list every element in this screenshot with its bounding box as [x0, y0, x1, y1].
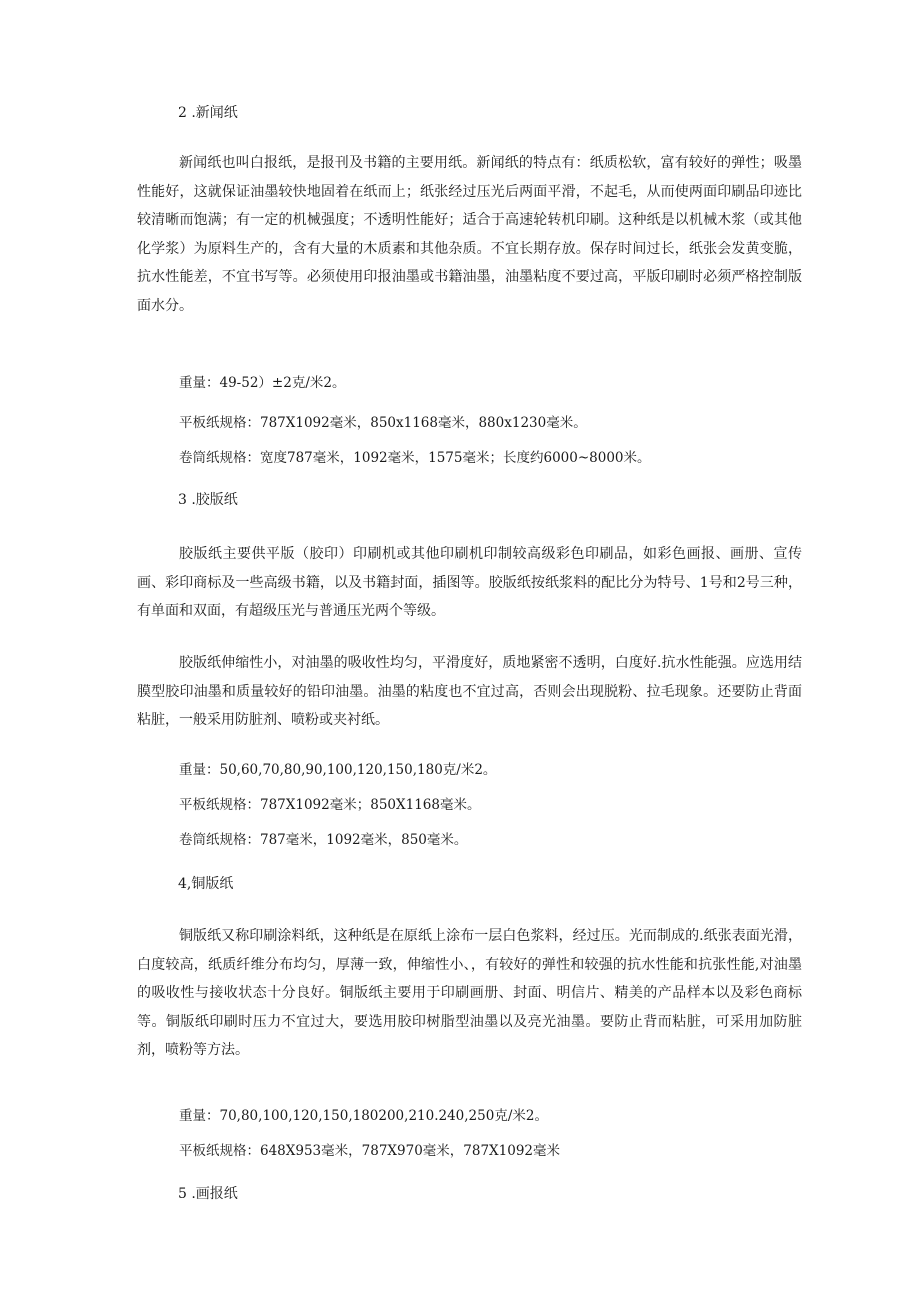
- spec-offset-paper-roll-size: 卷筒纸规格：787毫米，1092毫米，850毫米。: [179, 832, 468, 848]
- paragraph-newsprint-description: 新闻纸也叫白报纸，是报刊及书籍的主要用纸。新闻纸的特点有：纸质松软，富有较好的弹性；吸墨性能好，这就保证油墨较快地固着在纸而上；纸张经过压光后两面平滑，不起毛，从而使两面印刷品印迹比较清晰而饱满；有一定的机械强度；不透明性能好；适合于高速轮转机印刷。这种纸是以机械木浆（或其他化学浆）为原料生产的，含有大量的木质素和其他杂质。不宜长期存放。保存时间过长，纸张会发黄变脆，抗水性能差，不宜书写等。必须使用印报油墨或书籍油墨，油墨粘度不要过高，平版印刷时必须严格控制版面水分。: [137, 155, 802, 314]
- paragraph-offset-paper-usage: 胶版纸主要供平版（胶印）印刷机或其他印刷机印制较高级彩色印刷品，如彩色画报、画册、宣传画、彩印商标及一些高级书籍，以及书籍封面，插图等。胶版纸按纸浆料的配比分为特号、1号和2号三种，有单面和双面，有超级压光与普通压光两个等级。: [137, 546, 802, 620]
- spec-newsprint-weight: 重量：49-52）±2克/米2。: [179, 375, 346, 391]
- section-heading-newsprint: 2 .新闻纸: [178, 105, 238, 121]
- paragraph-offset-paper-properties: 胶版纸伸缩性小，对油墨的吸收性均匀，平滑度好，质地紧密不透明，白度好.抗水性能强。应选用结膜型胶印油墨和质量较好的铅印油墨。油墨的粘度也不宜过高，否则会出现脱粉、拉毛现象。还要防止背面粘脏，一般采用防脏剂、喷粉或夹衬纸。: [137, 655, 802, 729]
- spec-coated-paper-weight: 重量：70,80,100,120,150,180200,210.240,250克/米2。: [179, 1108, 548, 1124]
- section-heading-coated-paper: 4,铜版纸: [178, 876, 234, 892]
- spec-offset-paper-sheet-size: 平板纸规格：787X1092毫米；850X1168毫米。: [179, 797, 481, 813]
- section-heading-offset-paper: 3 .胶版纸: [178, 492, 238, 508]
- spec-newsprint-roll-size: 卷筒纸规格：宽度787毫米，1092毫米，1575毫米；长度约6000~8000米。: [179, 450, 651, 466]
- paragraph-coated-paper-description: 铜版纸又称印刷涂料纸，这种纸是在原纸上涂布一层白色浆料，经过压。光而制成的.纸张表面光滑，白度较高，纸质纤维分布均匀，厚薄一致，伸缩性小、，有较好的弹性和较强的抗水性能和抗张性能,对油墨的吸收性与接收状态十分良好。铜版纸主要用于印刷画册、封面、明信片、精美的产品样本以及彩色商标等。铜版纸印刷时压力不宜过大，要选用胶印树脂型油墨以及亮光油墨。要防止背而粘脏，可采用加防脏剂，喷粉等方法。: [137, 928, 802, 1059]
- spec-coated-paper-sheet-size: 平板纸规格：648X953毫米，787X970毫米，787X1092毫米: [179, 1143, 561, 1159]
- spec-newsprint-sheet-size: 平板纸规格：787X1092毫米，850x1168毫米，880x1230毫米。: [179, 415, 587, 431]
- section-heading-pictorial-paper: 5 .画报纸: [178, 1186, 238, 1202]
- spec-offset-paper-weight: 重量：50,60,70,80,90,100,120,150,180克/米2。: [179, 762, 497, 778]
